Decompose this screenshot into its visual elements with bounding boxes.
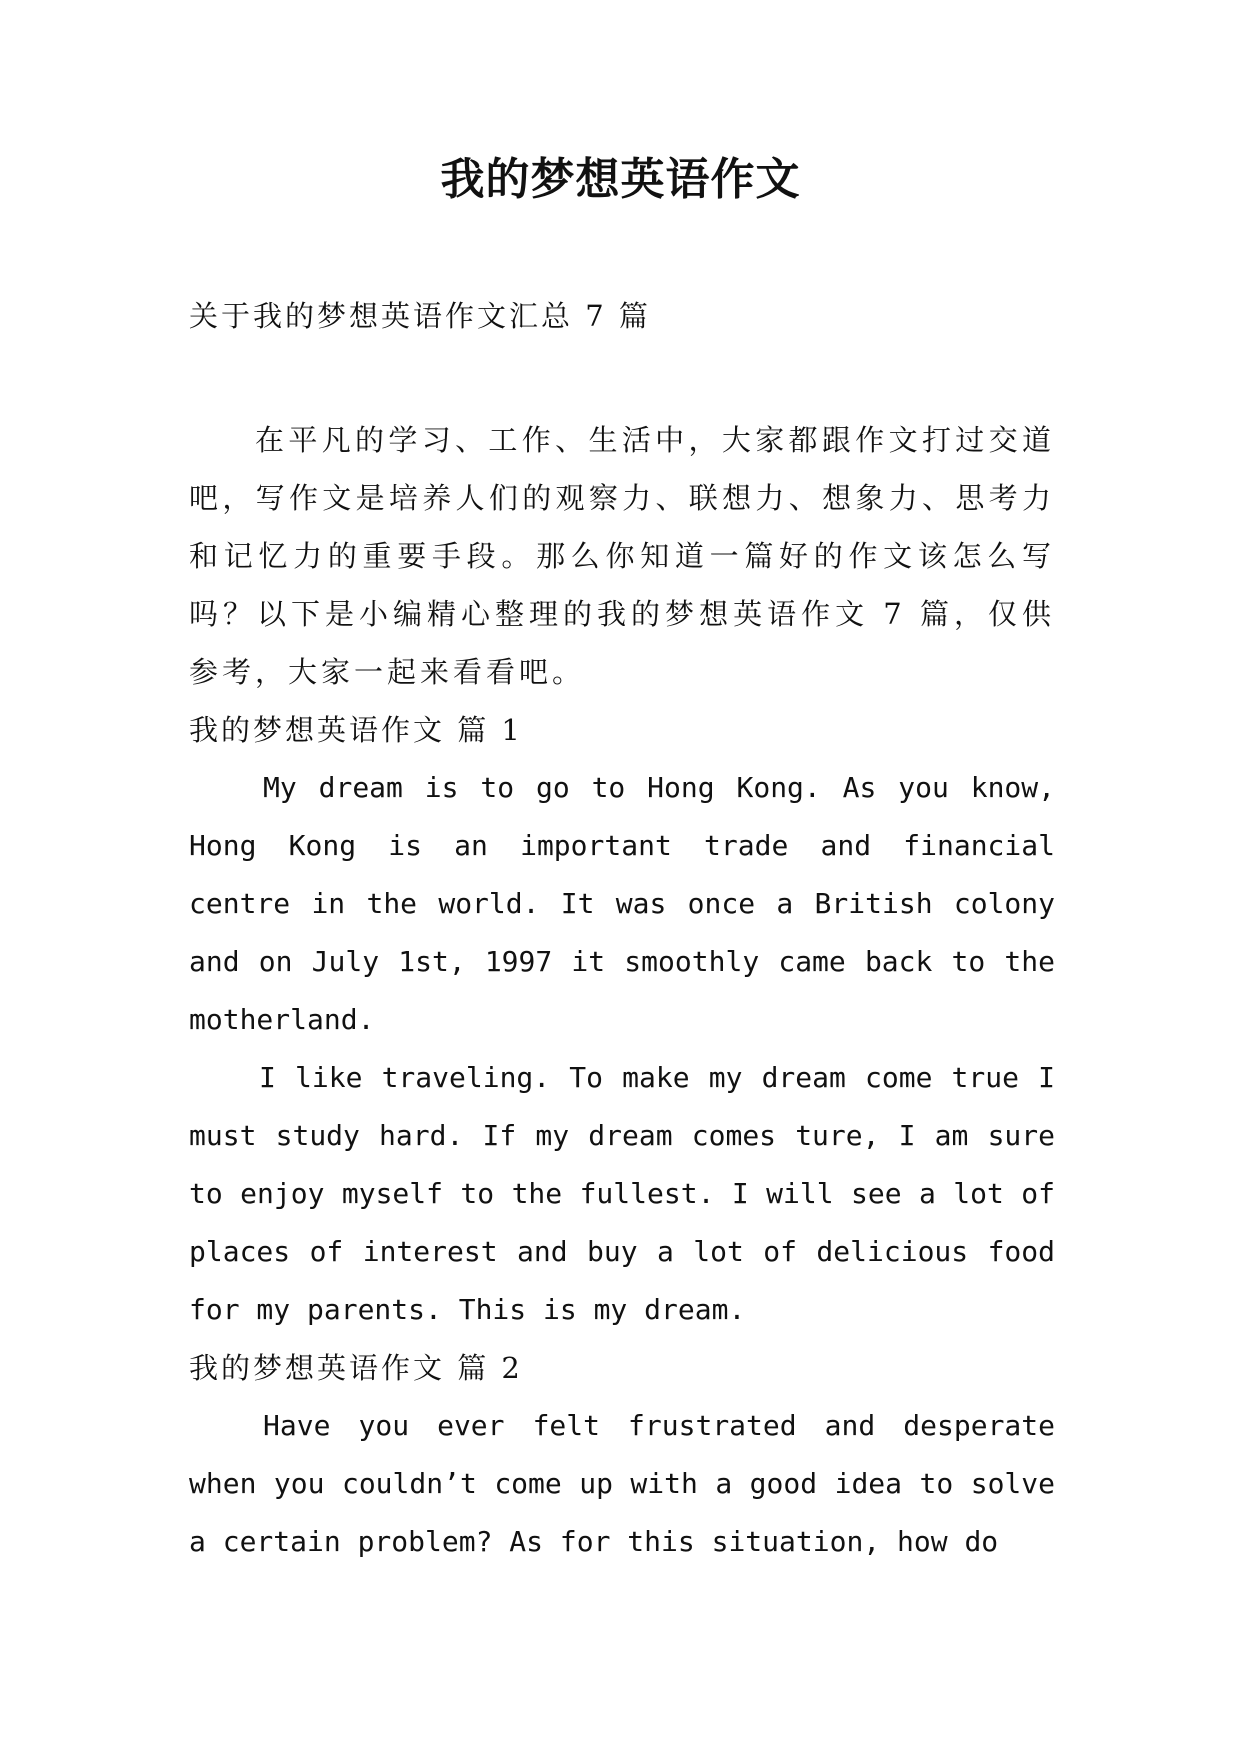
document-subtitle: 关于我的梦想英语作文汇总 7 篇 <box>189 299 651 333</box>
section-heading-2: 我的梦想英语作文 篇 2 <box>189 1351 523 1385</box>
intro-paragraph: 在平凡的学习、工作、生活中，大家都跟作文打过交道吧，写作文是培养人们的观察力、联想力、想象力、思考力和记忆力的重要手段。那么你知道一篇好的作文该怎么写吗？以下是小编精心整理的我的梦想英语作文 7 篇，仅供参考，大家一起来看看吧。 <box>189 423 1055 689</box>
document-body <box>189 411 1055 1571</box>
document-title: 我的梦想英语作文 <box>440 154 801 205</box>
essay-2-paragraph-1: Have you ever felt frustrated and desperate when you couldn’t come up with a good idea to solve a certain problem? As for this situation, how do <box>189 1409 1055 1558</box>
section-heading-1: 我的梦想英语作文 篇 1 <box>189 713 523 747</box>
essay-1-paragraph-2: I like traveling. To make my dream come true I must study hard. If my dream comes ture, I am sure to enjoy myself to the fullest. I will see a lot of places of interest and buy a lot of delicious food for my parents. This is my dream. <box>189 1061 1055 1326</box>
essay-1-paragraph-1: My dream is to go to Hong Kong. As you know, Hong Kong is an important trade and financial centre in the world. It was once a British colony and on July 1st, 1997 it smoothly came back to the motherland. <box>189 771 1055 1036</box>
